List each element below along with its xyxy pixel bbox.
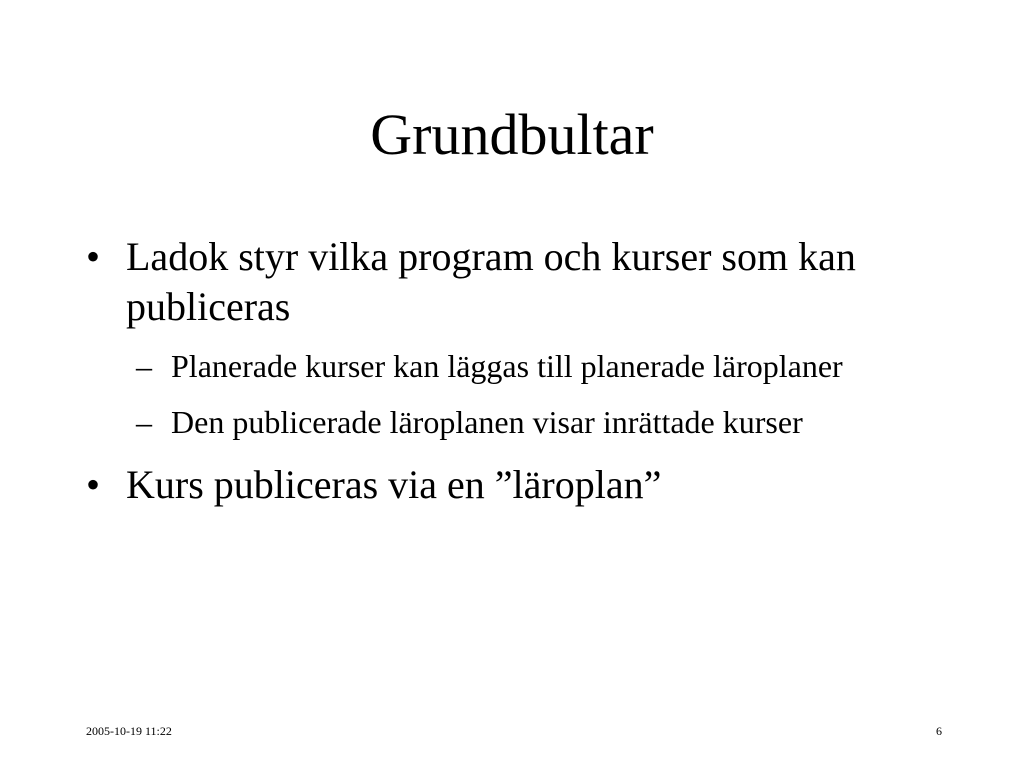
sub-bullet-marker: – xyxy=(136,348,152,384)
bullet-text: Ladok styr vilka program och kurser som kan publiceras xyxy=(126,234,856,329)
bullet-text: Kurs publiceras via en ”läroplan” xyxy=(126,462,662,507)
sub-bullet-item xyxy=(136,346,871,386)
bullet-marker: • xyxy=(86,234,101,279)
slide-title: Grundbultar xyxy=(370,102,654,167)
bullet-item xyxy=(86,232,906,332)
sub-bullet-text: Den publicerade läroplanen visar inrättade kurser xyxy=(171,404,803,440)
sub-bullet-marker: – xyxy=(136,404,152,440)
sub-bullet-text: Planerade kurser kan läggas till planerade läroplaner xyxy=(171,348,843,384)
slide-content xyxy=(86,232,906,524)
footer-datetime: 2005-10-19 11:22 xyxy=(86,724,172,738)
bullet-item xyxy=(86,460,906,510)
bullet-marker: • xyxy=(86,462,101,507)
sub-bullet-item xyxy=(136,402,871,442)
sub-bullet-list xyxy=(86,346,906,442)
slide-number: 6 xyxy=(936,724,942,738)
